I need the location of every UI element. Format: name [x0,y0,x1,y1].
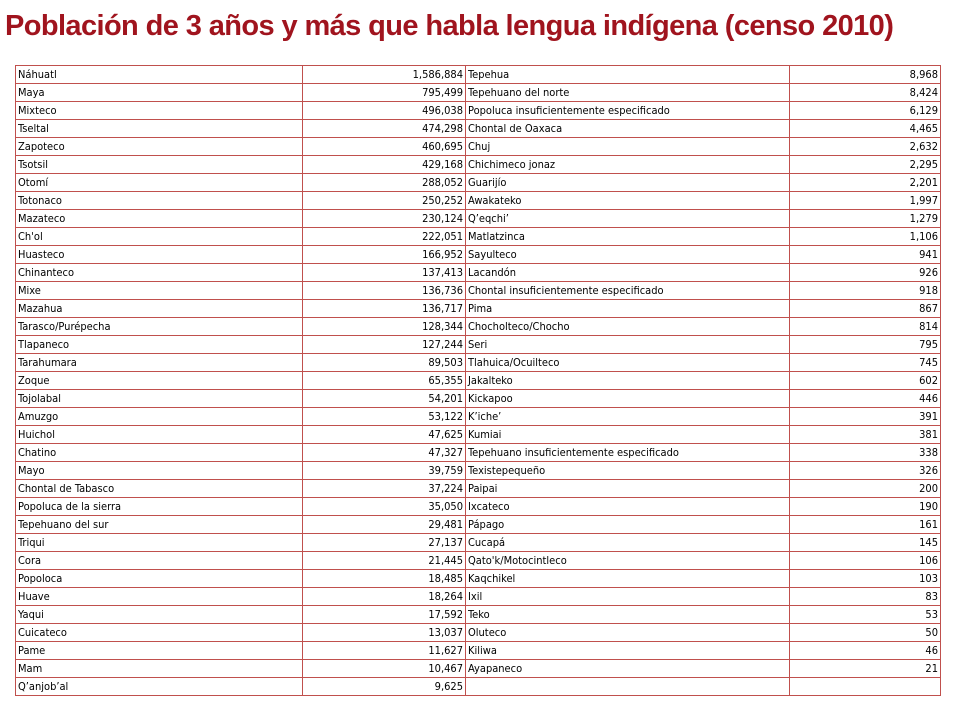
table-row [16,210,941,228]
language-table [15,65,941,696]
language-name-cell: Totonaco [16,192,303,210]
table-row [16,318,941,336]
language-name-cell: Pima [466,300,790,318]
table-body [16,66,941,696]
table-row [16,300,941,318]
table-row [16,462,941,480]
language-name-cell: Cuicateco [16,624,303,642]
speaker-count-cell: 11,627 [303,642,466,660]
language-name-cell: Kumiai [466,426,790,444]
speaker-count-cell: 13,037 [303,624,466,642]
language-name-cell: Q’eqchi’ [466,210,790,228]
language-name-cell: Tepehuano del sur [16,516,303,534]
table-row [16,480,941,498]
speaker-count-cell: 18,485 [303,570,466,588]
speaker-count-cell: 137,413 [303,264,466,282]
speaker-count-cell: 326 [790,462,941,480]
speaker-count-cell: 47,625 [303,426,466,444]
language-name-cell: Huasteco [16,246,303,264]
page-title: Población de 3 años y más que habla lengua indígena (censo 2010) [5,10,894,42]
language-name-cell: Tojolabal [16,390,303,408]
speaker-count-cell: 814 [790,318,941,336]
speaker-count-cell: 106 [790,552,941,570]
table-row [16,588,941,606]
language-name-cell: Chatino [16,444,303,462]
table-row [16,426,941,444]
table-row [16,282,941,300]
table-row [16,444,941,462]
language-name-cell: Mam [16,660,303,678]
speaker-count-cell: 230,124 [303,210,466,228]
speaker-count-cell: 47,327 [303,444,466,462]
language-name-cell: Tepehuano insuficientemente especificado [466,444,790,462]
speaker-count-cell: 222,051 [303,228,466,246]
table-row [16,552,941,570]
speaker-count-cell: 29,481 [303,516,466,534]
speaker-count-cell: 941 [790,246,941,264]
table-row [16,246,941,264]
speaker-count-cell: 190 [790,498,941,516]
table-row [16,624,941,642]
speaker-count-cell: 1,997 [790,192,941,210]
speaker-count-cell: 2,632 [790,138,941,156]
language-name-cell: Tepehuano del norte [466,84,790,102]
speaker-count-cell: 53 [790,606,941,624]
speaker-count-cell: 2,201 [790,174,941,192]
language-name-cell: Popoluca insuficientemente especificado [466,102,790,120]
language-name-cell: Ayapaneco [466,660,790,678]
table-row [16,408,941,426]
speaker-count-cell: 17,592 [303,606,466,624]
language-name-cell: Chichimeco jonaz [466,156,790,174]
speaker-count-cell: 338 [790,444,941,462]
table-row [16,336,941,354]
language-name-cell: Awakateko [466,192,790,210]
speaker-count-cell: 429,168 [303,156,466,174]
language-name-cell: Mayo [16,462,303,480]
table-row [16,228,941,246]
table-row [16,174,941,192]
language-name-cell: Mixteco [16,102,303,120]
speaker-count-cell: 918 [790,282,941,300]
speaker-count-cell: 867 [790,300,941,318]
speaker-count-cell: 250,252 [303,192,466,210]
speaker-count-cell: 4,465 [790,120,941,138]
table-row [16,642,941,660]
table-row [16,570,941,588]
speaker-count-cell: 103 [790,570,941,588]
speaker-count-cell [790,678,941,696]
speaker-count-cell: 128,344 [303,318,466,336]
speaker-count-cell: 391 [790,408,941,426]
table-row [16,372,941,390]
language-name-cell: Guarijío [466,174,790,192]
language-name-cell: Matlatzinca [466,228,790,246]
speaker-count-cell: 602 [790,372,941,390]
speaker-count-cell: 200 [790,480,941,498]
table-row [16,156,941,174]
speaker-count-cell: 166,952 [303,246,466,264]
speaker-count-cell: 89,503 [303,354,466,372]
table-row [16,66,941,84]
language-name-cell: Q’anjob’al [16,678,303,696]
speaker-count-cell: 53,122 [303,408,466,426]
language-name-cell: Pápago [466,516,790,534]
language-name-cell: Pame [16,642,303,660]
language-name-cell: Cucapá [466,534,790,552]
language-name-cell: Tarasco/Purépecha [16,318,303,336]
language-name-cell: Náhuatl [16,66,303,84]
language-name-cell: Mixe [16,282,303,300]
language-name-cell: Yaqui [16,606,303,624]
language-name-cell: Chinanteco [16,264,303,282]
language-name-cell: Tarahumara [16,354,303,372]
language-name-cell: Ixcateco [466,498,790,516]
table-row [16,120,941,138]
speaker-count-cell: 8,424 [790,84,941,102]
speaker-count-cell: 1,106 [790,228,941,246]
speaker-count-cell: 474,298 [303,120,466,138]
language-name-cell: Tseltal [16,120,303,138]
table-row [16,678,941,696]
language-name-cell: Chontal de Tabasco [16,480,303,498]
language-name-cell: Sayulteco [466,246,790,264]
speaker-count-cell: 46 [790,642,941,660]
language-name-cell: Tsotsil [16,156,303,174]
speaker-count-cell: 6,129 [790,102,941,120]
language-name-cell: Teko [466,606,790,624]
table-row [16,498,941,516]
speaker-count-cell: 460,695 [303,138,466,156]
speaker-count-cell: 10,467 [303,660,466,678]
speaker-count-cell: 54,201 [303,390,466,408]
language-name-cell: Triqui [16,534,303,552]
speaker-count-cell: 50 [790,624,941,642]
speaker-count-cell: 35,050 [303,498,466,516]
language-name-cell: Paipai [466,480,790,498]
speaker-count-cell: 39,759 [303,462,466,480]
language-name-cell: Otomí [16,174,303,192]
speaker-count-cell: 21,445 [303,552,466,570]
language-name-cell: Kaqchikel [466,570,790,588]
language-name-cell: Ch'ol [16,228,303,246]
speaker-count-cell: 127,244 [303,336,466,354]
language-name-cell: Tlahuica/Ocuilteco [466,354,790,372]
language-name-cell: Amuzgo [16,408,303,426]
speaker-count-cell: 37,224 [303,480,466,498]
language-name-cell: Ixil [466,588,790,606]
speaker-count-cell: 381 [790,426,941,444]
table-row [16,354,941,372]
speaker-count-cell: 9,625 [303,678,466,696]
speaker-count-cell: 65,355 [303,372,466,390]
language-name-cell: Zapoteco [16,138,303,156]
language-name-cell: Texistepequeño [466,462,790,480]
table-row [16,102,941,120]
table-row [16,390,941,408]
language-name-cell: Tlapaneco [16,336,303,354]
speaker-count-cell: 136,736 [303,282,466,300]
speaker-count-cell: 795,499 [303,84,466,102]
language-name-cell: Chuj [466,138,790,156]
table-row [16,516,941,534]
speaker-count-cell: 745 [790,354,941,372]
language-name-cell: K’iche’ [466,408,790,426]
language-name-cell: Jakalteko [466,372,790,390]
table-row [16,660,941,678]
language-name-cell: Mazahua [16,300,303,318]
language-name-cell: Cora [16,552,303,570]
speaker-count-cell: 1,279 [790,210,941,228]
speaker-count-cell: 18,264 [303,588,466,606]
speaker-count-cell: 21 [790,660,941,678]
speaker-count-cell: 446 [790,390,941,408]
speaker-count-cell: 795 [790,336,941,354]
speaker-count-cell: 496,038 [303,102,466,120]
language-name-cell: Oluteco [466,624,790,642]
speaker-count-cell: 2,295 [790,156,941,174]
language-name-cell: Chocholteco/Chocho [466,318,790,336]
speaker-count-cell: 83 [790,588,941,606]
language-name-cell: Huave [16,588,303,606]
language-name-cell: Kiliwa [466,642,790,660]
speaker-count-cell: 8,968 [790,66,941,84]
speaker-count-cell: 136,717 [303,300,466,318]
table-row [16,264,941,282]
language-name-cell: Qato'k/Motocintleco [466,552,790,570]
language-name-cell: Kickapoo [466,390,790,408]
table-row [16,606,941,624]
language-name-cell: Chontal insuficientemente especificado [466,282,790,300]
table-row [16,84,941,102]
speaker-count-cell: 288,052 [303,174,466,192]
table-row [16,192,941,210]
speaker-count-cell: 27,137 [303,534,466,552]
table-row [16,138,941,156]
language-name-cell: Lacandón [466,264,790,282]
table-row [16,534,941,552]
language-name-cell: Zoque [16,372,303,390]
speaker-count-cell: 161 [790,516,941,534]
language-name-cell: Tepehua [466,66,790,84]
language-name-cell: Popoloca [16,570,303,588]
language-name-cell: Huichol [16,426,303,444]
language-name-cell: Seri [466,336,790,354]
speaker-count-cell: 1,586,884 [303,66,466,84]
language-name-cell [466,678,790,696]
speaker-count-cell: 926 [790,264,941,282]
language-name-cell: Popoluca de la sierra [16,498,303,516]
language-name-cell: Chontal de Oaxaca [466,120,790,138]
speaker-count-cell: 145 [790,534,941,552]
language-name-cell: Mazateco [16,210,303,228]
language-name-cell: Maya [16,84,303,102]
